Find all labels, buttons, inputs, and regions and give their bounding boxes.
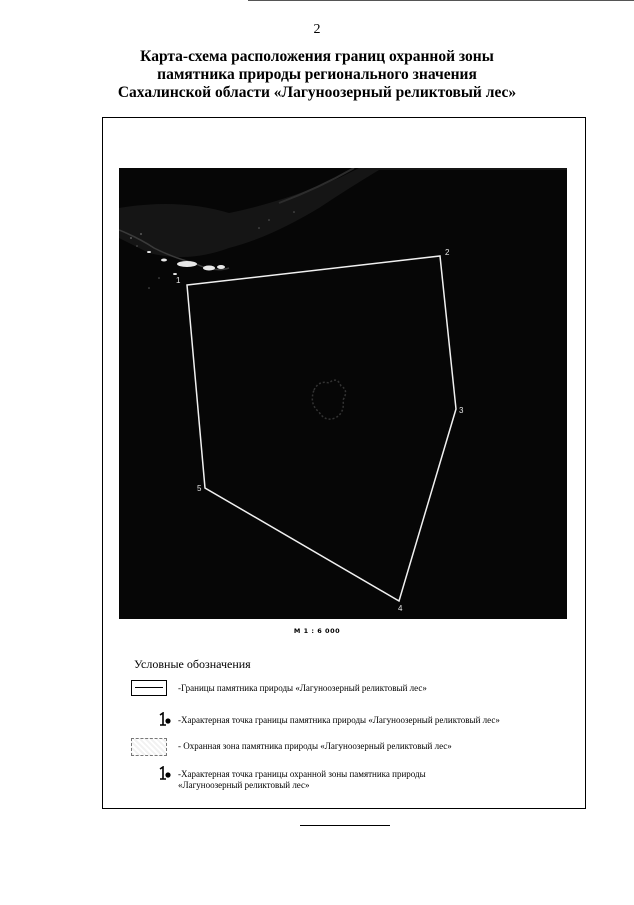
lake-outline [312, 380, 345, 419]
title-line-1: Карта-схема расположения границ охранной зоны [140, 48, 494, 65]
title-line-2: памятника природы регионального значения [157, 66, 477, 83]
document-title [0, 48, 634, 102]
vertex-label-4: 4 [398, 604, 403, 613]
vertex-label-1: 1 [176, 276, 181, 285]
boundary-line-swatch [131, 680, 167, 696]
legend-item-protection-zone: - Охранная зона памятника природы «Лагуноозерный реликтовый лес» [178, 741, 452, 751]
vertex-label-3: 3 [459, 406, 464, 415]
map-graphic [119, 168, 567, 619]
boundary-point-icon [157, 712, 171, 726]
legend-item-boundary-point: -Характерная точка границы памятника природы «Лагуноозерный реликтовый лес» [178, 715, 500, 725]
vertex-label-2: 2 [445, 248, 450, 257]
legend-item-zone-point-line1: -Характерная точка границы охранной зоны памятника природы [178, 769, 426, 779]
zone-point-icon [157, 766, 171, 780]
satellite-map [119, 168, 567, 619]
protected-zone-boundary [187, 256, 456, 601]
legend-item-zone-point-line2: «Лагуноозерный реликтовый лес» [178, 780, 310, 790]
legend-heading: Условные обозначения [134, 657, 251, 671]
map-scale: М 1 : 6 000 [293, 627, 341, 635]
vertex-label-5: 5 [197, 484, 202, 493]
protection-zone-swatch [131, 738, 167, 756]
legend-item-boundary: -Границы памятника природы «Лагуноозерный реликтовый лес» [178, 683, 427, 693]
top-rule [248, 0, 634, 1]
coast-shading [119, 168, 567, 257]
title-line-3: Сахалинской области «Лагуноозерный реликтовый лес» [117, 84, 517, 101]
page-number: 2 [313, 22, 321, 37]
bottom-rule [300, 825, 390, 826]
legend-item-zone-point [178, 769, 426, 791]
